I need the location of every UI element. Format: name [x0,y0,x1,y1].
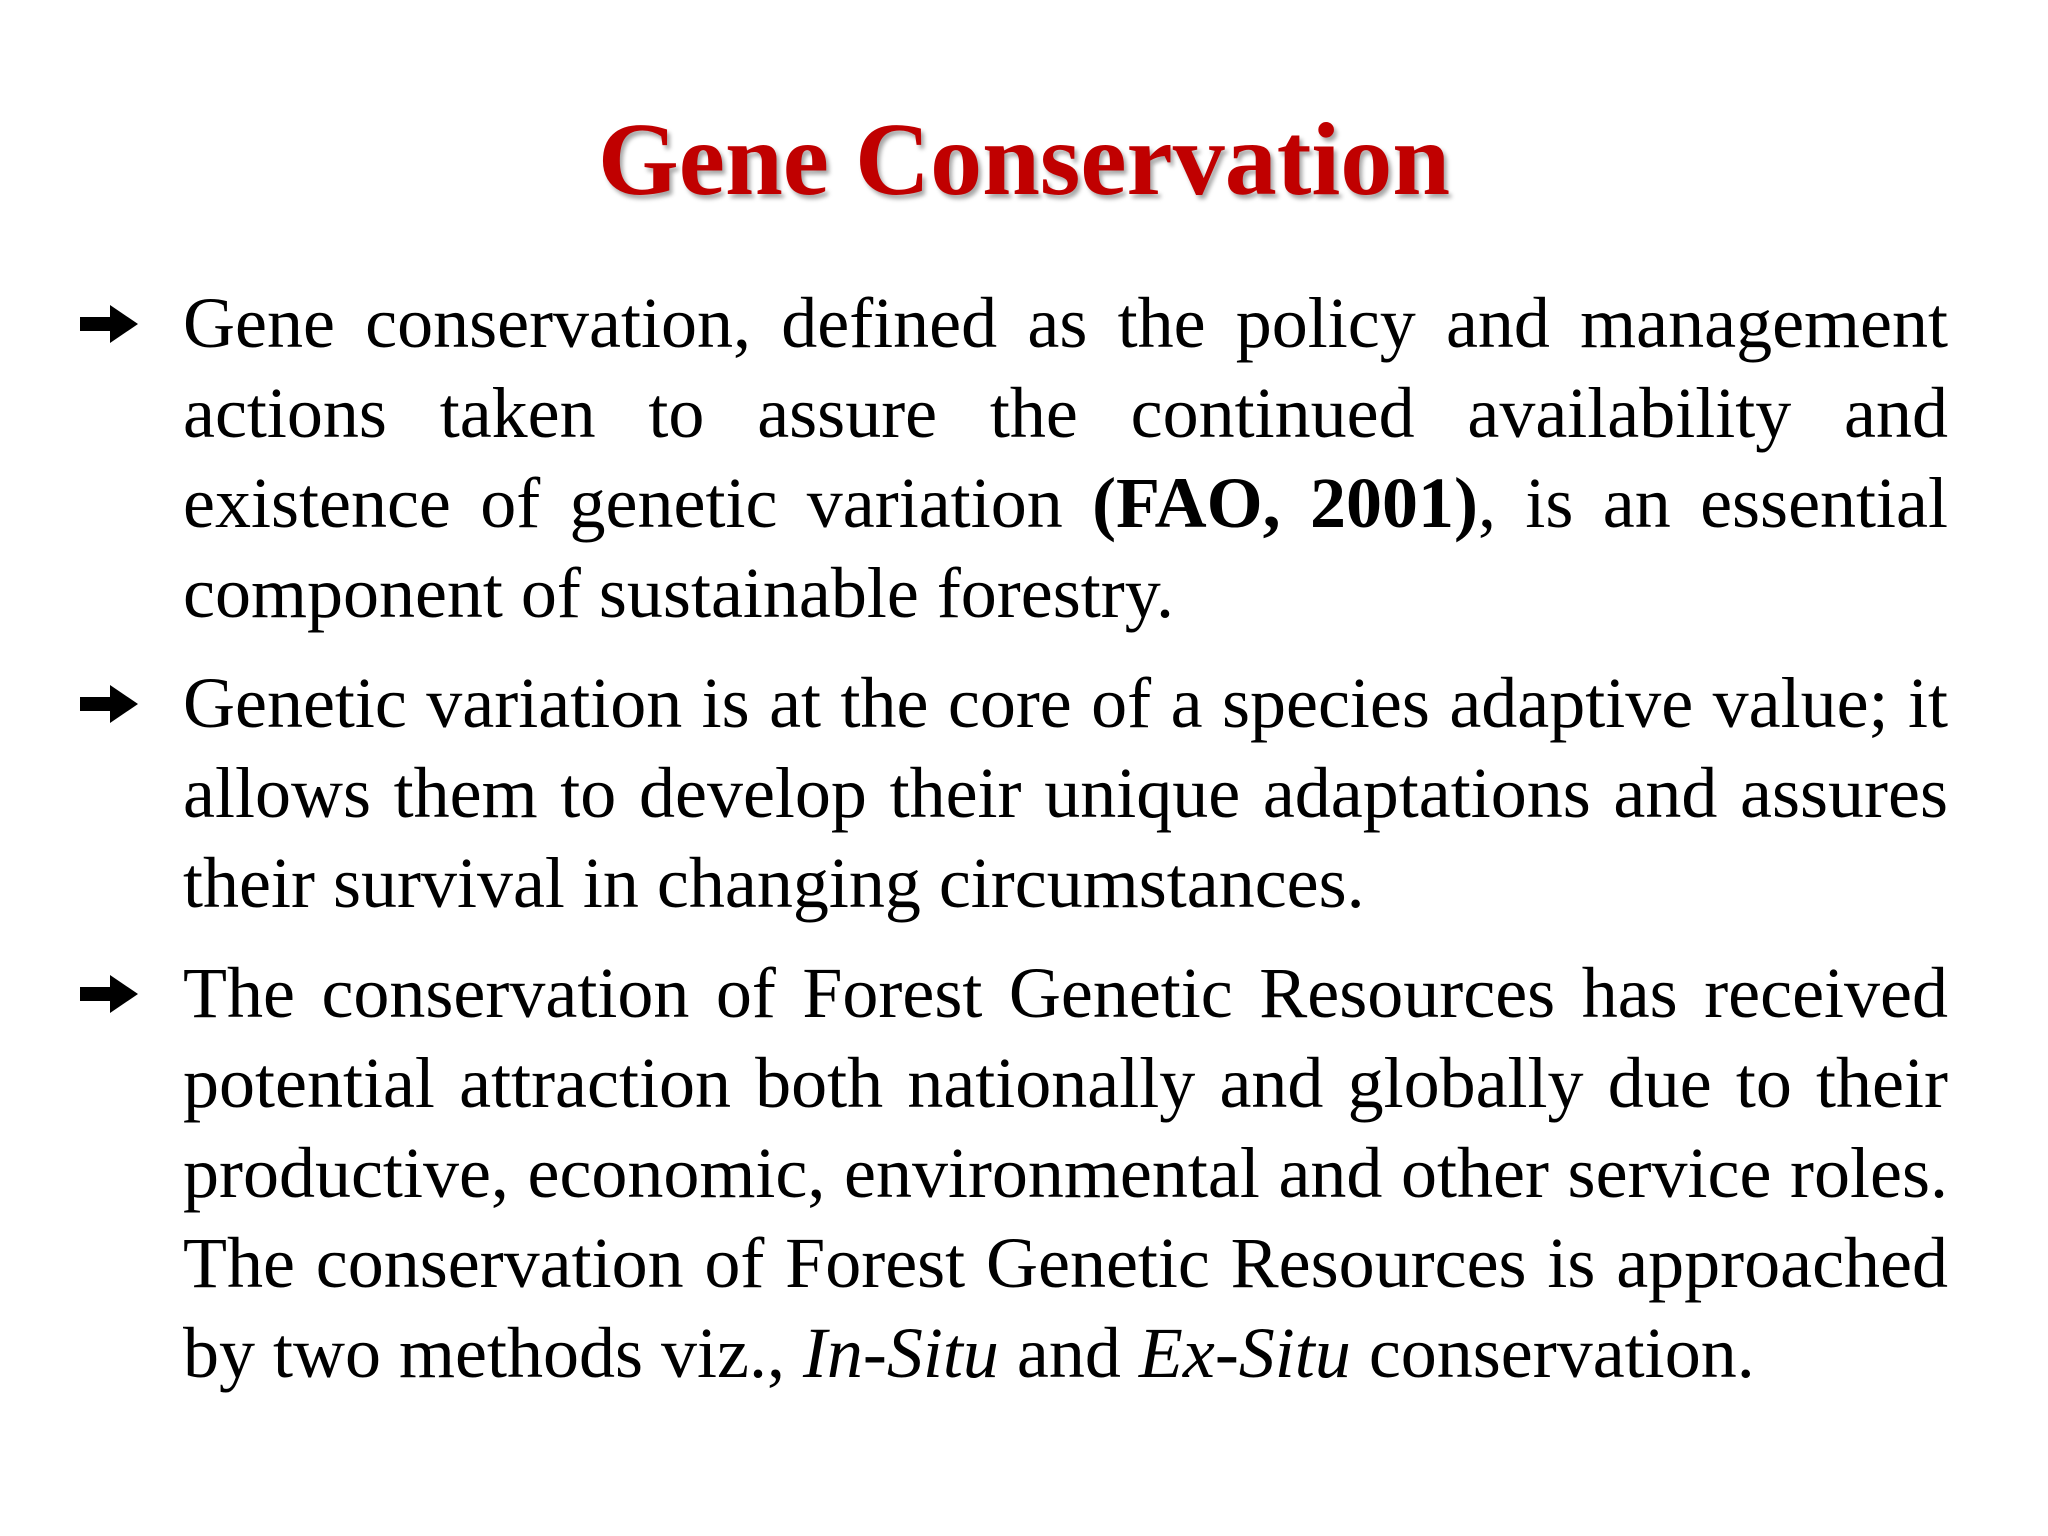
bullet-item [78,948,1948,1398]
right-arrow-icon [78,948,156,1038]
right-arrow-icon [78,658,156,748]
bullet-item [78,658,1948,928]
bullet-list [78,278,1948,1398]
bullet-item [78,278,1948,638]
bullet-text: Gene conservation, defined as the policy and management actions taken to assure the continued availability and existence of genetic variation [183,283,1948,543]
bullet-text-end: , is an essential component of sustainable forestry. [183,463,1948,633]
bullet-text-end: conservation. [1350,1313,1755,1393]
bullet-text: Genetic variation is at the core of a species adaptive value; it allows them to develop their unique adaptations and assures their survival in changing circumstances. [183,663,1948,923]
term-in-situ: In-Situ [802,1313,999,1393]
term-ex-situ: Ex-Situ [1138,1313,1351,1393]
bullet-text: The conservation of Forest Genetic Resources has received potential attraction both nationally and globally due to their productive, economic, environmental and other service roles. The conservation of Forest Genetic Resources is approached by two methods viz., [183,953,1948,1393]
citation: (FAO, 2001) [1092,463,1479,543]
right-arrow-icon [78,278,156,368]
slide-title: Gene Conservation [597,102,1451,217]
bullet-text-mid: and [998,1313,1139,1393]
